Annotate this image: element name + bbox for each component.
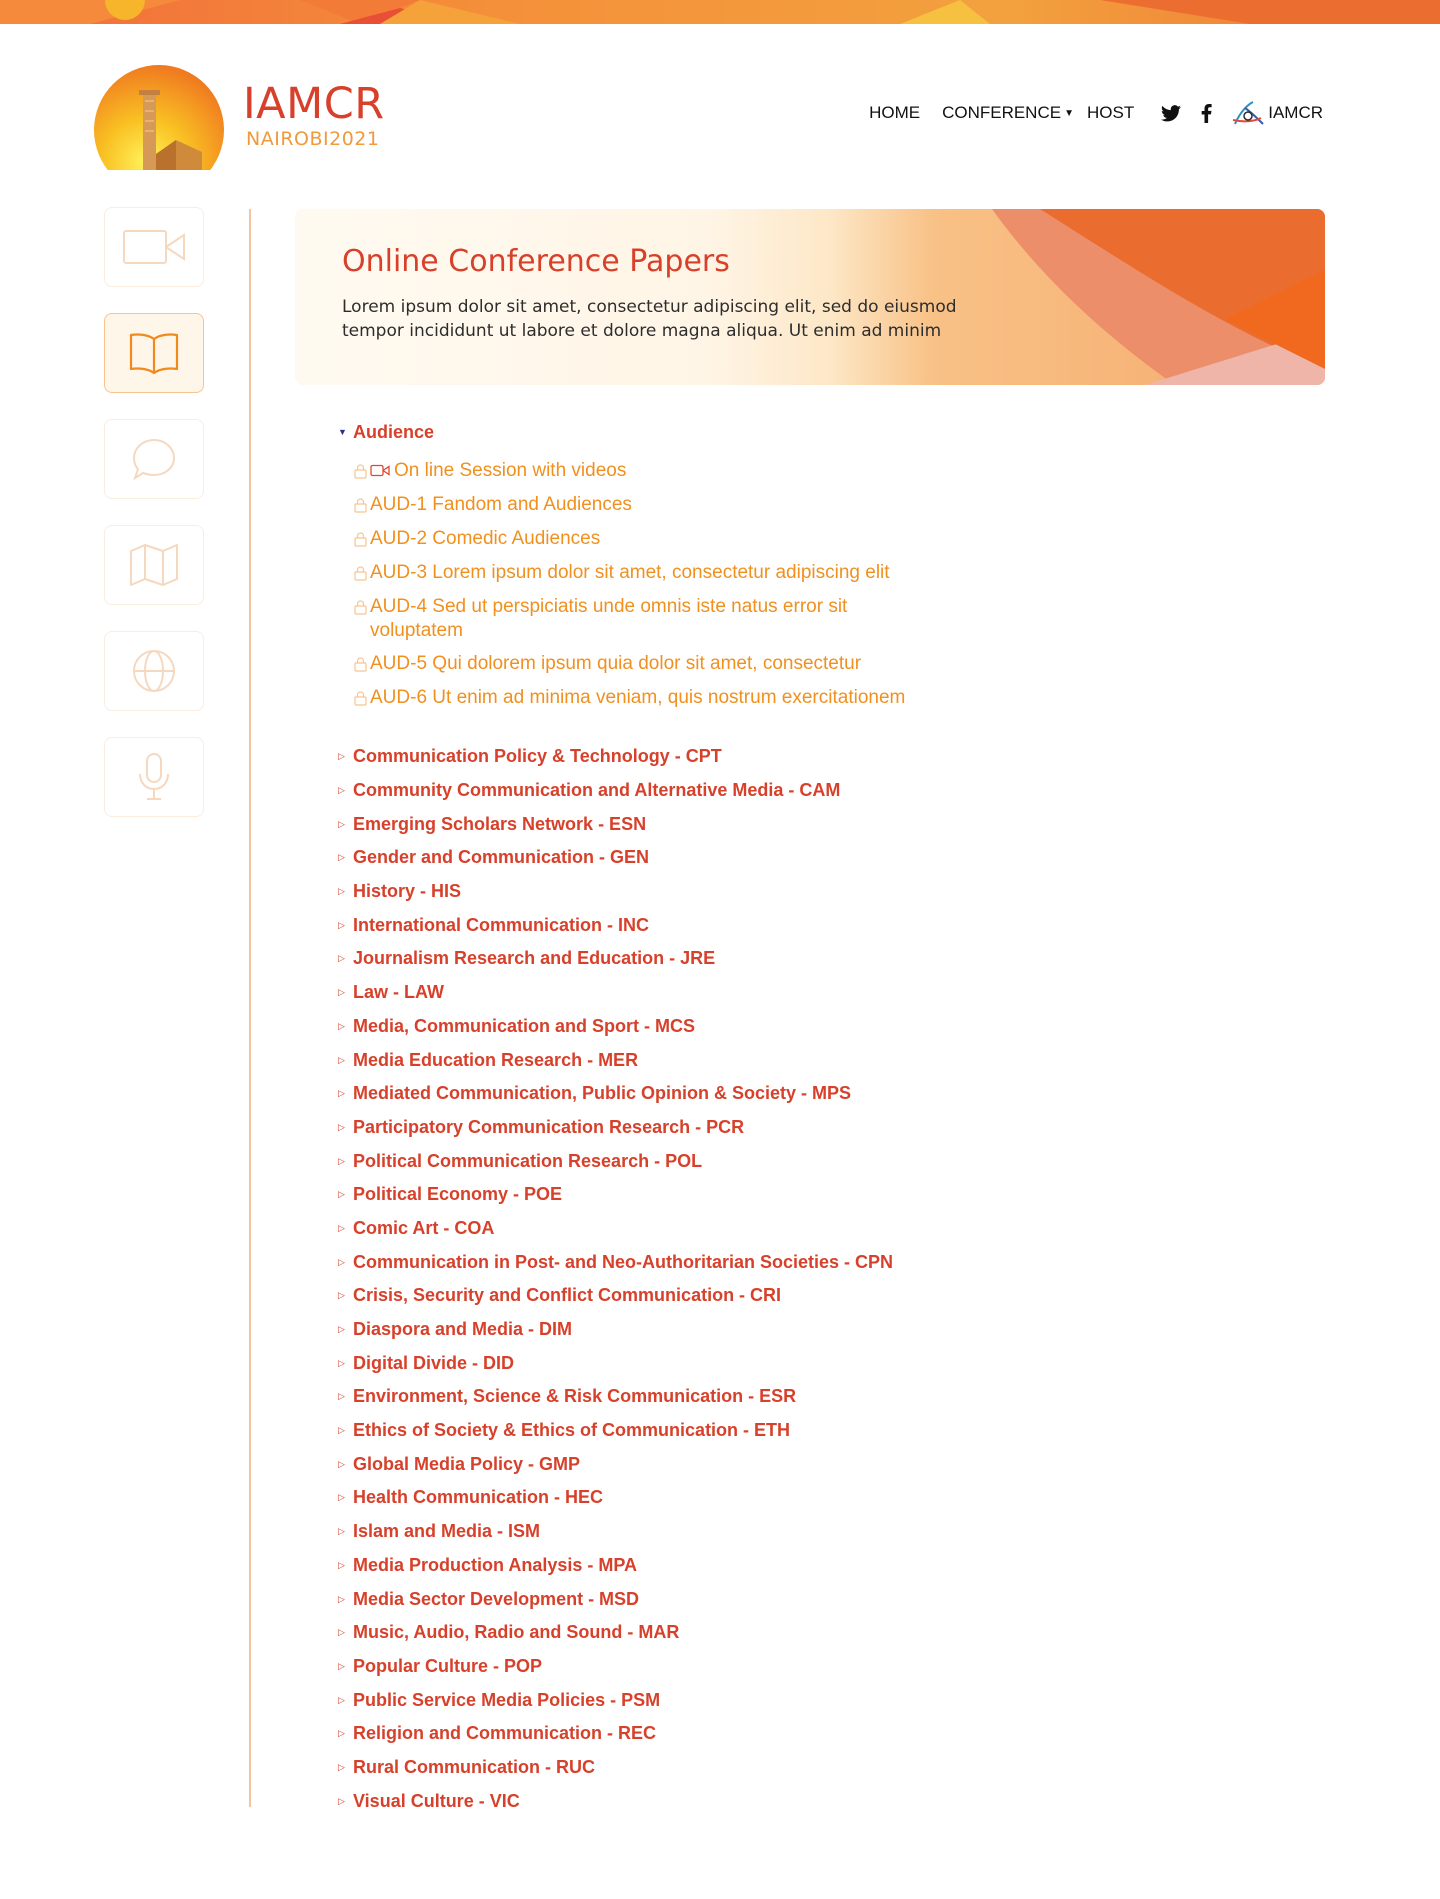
- tree-section-label: Journalism Research and Education - JRE: [353, 948, 716, 969]
- triangle-right-icon: ▷: [338, 751, 345, 762]
- triangle-right-icon: ▷: [338, 1795, 345, 1806]
- paper-item[interactable]: [354, 595, 914, 643]
- tree-section-item[interactable]: [338, 774, 1138, 808]
- tree-section-label: Diaspora and Media - DIM: [353, 1319, 573, 1340]
- lock-icon: [354, 595, 370, 620]
- triangle-right-icon: ▷: [338, 1324, 345, 1335]
- paper-item[interactable]: [354, 652, 914, 677]
- tree-section-label: Political Economy - POE: [353, 1184, 563, 1205]
- tree-section-label: Media, Communication and Sport - MCS: [353, 1015, 696, 1036]
- triangle-right-icon: ▷: [338, 987, 345, 998]
- tree-section-label: Islam and Media - ISM: [353, 1521, 541, 1542]
- tree-section-label: Community Communication and Alternative Media - CAM: [353, 780, 841, 801]
- tree-section-item[interactable]: [338, 1313, 1138, 1347]
- triangle-right-icon: ▷: [338, 1559, 345, 1570]
- tree-section-label: Ethics of Society & Ethics of Communication - ETH: [353, 1420, 791, 1441]
- tree-section-label: Emerging Scholars Network - ESN: [353, 813, 647, 834]
- conference-logo[interactable]: [94, 64, 224, 170]
- facebook-icon[interactable]: [1201, 104, 1212, 123]
- tree-section-item[interactable]: [338, 1616, 1138, 1650]
- tree-section-item[interactable]: [338, 875, 1138, 909]
- tree-section-label: Participatory Communication Research - PCR: [353, 1116, 745, 1137]
- tree-section-item[interactable]: [338, 1043, 1138, 1077]
- paper-label: AUD-4 Sed ut perspiciatis unde omnis iste natus error sit voluptatem: [370, 596, 848, 641]
- paper-item[interactable]: [354, 459, 914, 484]
- lock-icon: [354, 652, 370, 677]
- triangle-right-icon: ▷: [338, 1189, 345, 1200]
- paper-item[interactable]: [354, 527, 914, 552]
- tree-section-item[interactable]: [338, 1414, 1138, 1448]
- triangle-right-icon: ▷: [338, 1020, 345, 1031]
- triangle-right-icon: ▷: [338, 1391, 345, 1402]
- sidebar-item-chat[interactable]: [104, 419, 204, 499]
- tree-section-label: Visual Culture - VIC: [353, 1790, 520, 1811]
- tree-section-label: Religion and Communication - REC: [353, 1723, 657, 1744]
- tree-group-audience[interactable]: [338, 419, 1138, 445]
- triangle-right-icon: ▷: [338, 1627, 345, 1638]
- triangle-right-icon: ▷: [338, 1054, 345, 1065]
- paper-item[interactable]: [354, 686, 914, 711]
- triangle-right-icon: ▷: [338, 953, 345, 964]
- logo-text[interactable]: [243, 80, 385, 150]
- lock-icon: [354, 493, 370, 518]
- paper-label: AUD-6 Ut enim ad minima veniam, quis nostrum exercitationem: [370, 687, 906, 708]
- section-list: [338, 740, 1138, 1818]
- tree-section-item[interactable]: [338, 1279, 1138, 1313]
- tree-section-label: Popular Culture - POP: [353, 1655, 543, 1676]
- tree-section-item[interactable]: [338, 1481, 1138, 1515]
- tree-section-label: Political Communication Research - POL: [353, 1150, 703, 1171]
- video-camera-icon: [122, 227, 186, 267]
- tree-section-label: Crisis, Security and Conflict Communication - CRI: [353, 1285, 782, 1306]
- triangle-right-icon: ▷: [338, 1222, 345, 1233]
- tree-section-item[interactable]: [338, 1549, 1138, 1583]
- tree-section-label: Health Communication - HEC: [353, 1487, 604, 1508]
- nav-conference-label: CONFERENCE: [942, 103, 1062, 122]
- tree-section-item[interactable]: [338, 1245, 1138, 1279]
- tree-section-item[interactable]: [338, 1683, 1138, 1717]
- tree-section-label: Communication Policy & Technology - CPT: [353, 746, 722, 767]
- paper-item[interactable]: [354, 561, 914, 586]
- tree-section-item[interactable]: [338, 908, 1138, 942]
- tree-section-label: Global Media Policy - GMP: [353, 1453, 581, 1474]
- tree-section-label: Gender and Communication - GEN: [353, 847, 650, 868]
- speech-bubble-icon: [131, 437, 177, 481]
- tree-section-item[interactable]: [338, 1650, 1138, 1684]
- triangle-right-icon: ▷: [338, 1290, 345, 1301]
- triangle-right-icon: ▷: [338, 852, 345, 863]
- sidebar-item-video[interactable]: [104, 207, 204, 287]
- triangle-right-icon: ▷: [338, 1761, 345, 1772]
- lock-icon: [354, 686, 370, 711]
- nav-host[interactable]: HOST: [1086, 103, 1135, 122]
- lock-icon: [354, 561, 370, 586]
- tree-section-item[interactable]: [338, 1784, 1138, 1818]
- paper-item[interactable]: [354, 493, 914, 518]
- lock-icon: [354, 459, 370, 484]
- paper-label: On line Session with videos: [394, 460, 627, 481]
- main-nav: [869, 101, 1323, 125]
- twitter-icon[interactable]: [1161, 105, 1181, 122]
- caret-down-icon: ▼: [1064, 107, 1074, 119]
- triangle-right-icon: ▷: [338, 1694, 345, 1705]
- triangle-right-icon: ▷: [338, 1526, 345, 1537]
- tree-section-item[interactable]: [338, 1751, 1138, 1785]
- nairobi-sun-logo-icon: [94, 64, 224, 170]
- tree-section-item[interactable]: [338, 1077, 1138, 1111]
- tree-section-label: Law - LAW: [353, 982, 444, 1003]
- triangle-right-icon: ▷: [338, 1121, 345, 1132]
- page-description: Lorem ipsum dolor sit amet, consectetur adipiscing elit, sed do eiusmod tempor incididunt ut labore et dolore magna aliqua. Ut enim ad minim: [342, 297, 957, 341]
- triangle-right-icon: ▷: [338, 1492, 345, 1503]
- paper-label: AUD-5 Qui dolorem ipsum quia dolor sit amet, consectetur: [370, 653, 862, 674]
- tree-section-item[interactable]: [338, 1010, 1138, 1044]
- tree-section-item[interactable]: [338, 1515, 1138, 1549]
- triangle-right-icon: ▷: [338, 785, 345, 796]
- hero-banner: [295, 209, 1325, 385]
- tree-section-item[interactable]: [338, 1212, 1138, 1246]
- nav-home[interactable]: HOME: [869, 103, 921, 122]
- sidebar-item-globe[interactable]: [104, 631, 204, 711]
- triangle-right-icon: ▷: [338, 1593, 345, 1604]
- triangle-right-icon: ▷: [338, 919, 345, 930]
- sidebar-item-microphone[interactable]: [104, 737, 204, 817]
- tree-section-item[interactable]: [338, 807, 1138, 841]
- triangle-down-icon: ▼: [338, 427, 347, 437]
- tree-section-label: Media Sector Development - MSD: [353, 1588, 640, 1609]
- video-icon: [370, 464, 390, 482]
- tree-section-label: Public Service Media Policies - PSM: [353, 1689, 661, 1710]
- triangle-right-icon: ▷: [338, 1256, 345, 1267]
- tree-section-item[interactable]: [338, 976, 1138, 1010]
- banner-graphic: [0, 0, 1440, 24]
- logo-subtitle: NAIROBI2021: [246, 128, 380, 150]
- tree-section-item[interactable]: [338, 1111, 1138, 1145]
- tree-section-item[interactable]: [338, 740, 1138, 774]
- tree-section-label: Rural Communication - RUC: [353, 1756, 596, 1777]
- tree-section-item[interactable]: [338, 1717, 1138, 1751]
- tree-section-label: International Communication - INC: [353, 914, 650, 935]
- tree-section-item[interactable]: [338, 841, 1138, 875]
- tree-section-label: Comic Art - COA: [353, 1217, 495, 1238]
- page-title: Online Conference Papers: [342, 244, 730, 279]
- iamcr-logo-icon: [1231, 100, 1265, 126]
- nav-conference[interactable]: [942, 103, 1074, 123]
- sidebar-item-papers[interactable]: [104, 313, 204, 393]
- paper-label: AUD-1 Fandom and Audiences: [370, 494, 632, 515]
- triangle-right-icon: ▷: [338, 1425, 345, 1436]
- triangle-right-icon: ▷: [338, 818, 345, 829]
- paper-label: AUD-3 Lorem ipsum dolor sit amet, consectetur adipiscing elit: [370, 562, 890, 583]
- top-banner: [0, 0, 1440, 24]
- session-tree: [338, 419, 1138, 1818]
- tree-group-label: Audience: [353, 421, 435, 442]
- tree-section-label: Environment, Science & Risk Communication - ESR: [353, 1386, 797, 1407]
- nav-iamcr-label: IAMCR: [1268, 103, 1323, 122]
- tree-section-item[interactable]: [338, 1346, 1138, 1380]
- tree-section-label: Music, Audio, Radio and Sound - MAR: [353, 1622, 680, 1643]
- triangle-right-icon: ▷: [338, 1088, 345, 1099]
- tree-section-label: Media Education Research - MER: [353, 1049, 639, 1070]
- triangle-right-icon: ▷: [338, 1728, 345, 1739]
- sidebar-item-map[interactable]: [104, 525, 204, 605]
- tree-section-label: Media Production Analysis - MPA: [353, 1554, 638, 1575]
- sidebar-divider: [249, 209, 251, 1807]
- tree-section-item[interactable]: [338, 1447, 1138, 1481]
- tree-section-label: Communication in Post- and Neo-Authoritarian Societies - CPN: [353, 1251, 894, 1272]
- tree-section-item[interactable]: [338, 1178, 1138, 1212]
- tree-section-item[interactable]: [338, 1380, 1138, 1414]
- tree-section-item[interactable]: [338, 1582, 1138, 1616]
- tree-section-item[interactable]: [338, 942, 1138, 976]
- logo-title: IAMCR: [243, 79, 385, 129]
- paper-label: AUD-2 Comedic Audiences: [370, 528, 601, 549]
- tree-section-label: History - HIS: [353, 881, 462, 902]
- triangle-right-icon: ▷: [338, 1155, 345, 1166]
- map-icon: [129, 543, 179, 587]
- triangle-right-icon: ▷: [338, 886, 345, 897]
- globe-icon: [131, 648, 177, 694]
- open-book-icon: [129, 331, 179, 375]
- tree-section-label: Mediated Communication, Public Opinion & Society - MPS: [353, 1083, 852, 1104]
- tree-section-item[interactable]: [338, 1144, 1138, 1178]
- paper-list: [354, 459, 1138, 711]
- lock-icon: [354, 527, 370, 552]
- triangle-right-icon: ▷: [338, 1458, 345, 1469]
- microphone-icon: [136, 752, 172, 802]
- nav-iamcr[interactable]: [1231, 100, 1323, 126]
- tree-section-label: Digital Divide - DID: [353, 1352, 515, 1373]
- triangle-right-icon: ▷: [338, 1357, 345, 1368]
- triangle-right-icon: ▷: [338, 1660, 345, 1671]
